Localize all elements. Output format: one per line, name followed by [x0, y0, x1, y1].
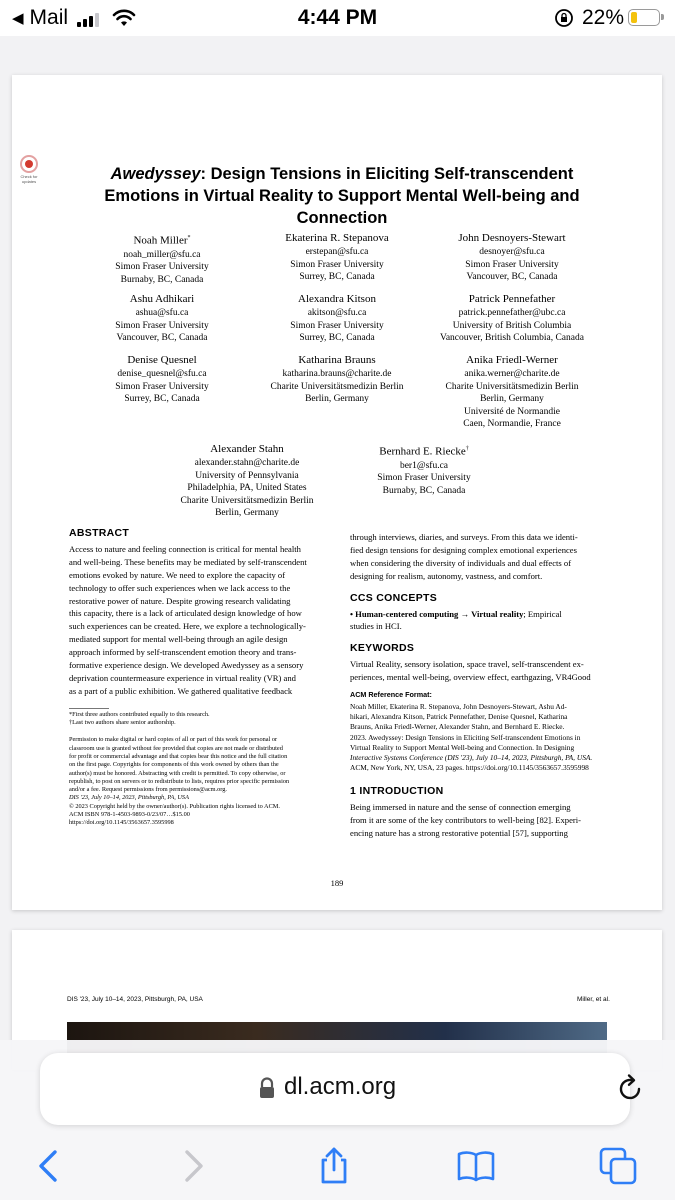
address-bar[interactable] — [40, 1053, 630, 1125]
permission-line: Permission to make digital or hard copies of all or part of this work for personal or — [69, 736, 278, 744]
author-email: anika.werner@charite.de — [464, 369, 560, 379]
running-header-left: DIS '23, July 10–14, 2023, Pittsburgh, PA, USA — [67, 996, 203, 1003]
pdf-page-189 — [12, 75, 662, 910]
author-email: erstepan@sfu.ca — [305, 247, 369, 257]
author-aff: Simon Fraser University — [290, 259, 384, 270]
abstract-continued-line: fied design tensions for designing complex emotional experiences — [350, 544, 577, 555]
author-aff: Charite Universitätsmedizin Berlin — [270, 381, 404, 392]
lock-icon — [258, 1077, 276, 1099]
back-app-label: Mail — [29, 6, 69, 29]
author-email: patrick.pennefather@ubc.ca — [458, 308, 566, 318]
title-line2: Emotions in Virtual Reality to Support Mental Well-being and — [104, 187, 580, 205]
abstract-line: formative experience design. We developed Awedyssey as a sensory — [69, 660, 304, 671]
permission-line: DIS '23, July 10–14, 2023, Pittsburgh, PA, USA — [69, 794, 189, 802]
running-header-right: Miller, et al. — [577, 996, 610, 1003]
check-for-updates-badge[interactable] — [16, 155, 42, 184]
abstract-line: and well-being. These benefits may be mediated by self-transcendent — [69, 556, 307, 567]
author-name: Patrick Pennefather — [468, 293, 556, 305]
author-aff: Surrey, BC, Canada — [299, 333, 375, 343]
reference-line: Virtual Reality to Support Mental Well-being and Connection. In Designing — [350, 742, 575, 752]
ccs-heading: CCS CONCEPTS — [350, 591, 438, 604]
author-block — [412, 230, 612, 284]
author-aff: Simon Fraser University — [377, 473, 471, 484]
abstract-continued-line: when considering the diversity of individuals and dual effects of — [350, 557, 572, 568]
author-block — [324, 441, 524, 497]
abstract-line: restorative power of nature. Despite growing research validating — [69, 595, 291, 606]
author-name: Alexandra Kitson — [298, 293, 376, 305]
intro-line: encing nature has a strong restorative potential [57], supporting — [350, 828, 568, 839]
paper-title — [62, 163, 622, 229]
introduction-heading: 1 INTRODUCTION — [350, 785, 444, 798]
reference-line: 2023. Awedyssey: Design Tensions in Eliciting Self-transcendent Emotions in — [350, 732, 581, 742]
permission-line: republish, to post on servers or to redistribute to lists, requires prior specific permission — [69, 777, 290, 785]
permission-line: and/or a fee. Request permissions from permissions@acm.org. — [69, 786, 228, 794]
abstract-line: deprivation countermeasure experience in virtual reality (VR) and — [69, 672, 296, 683]
permission-line: author(s) must be honored. Abstracting with credit is permitted. To copy otherwise, or — [69, 769, 286, 777]
page-number: 189 — [330, 878, 344, 888]
abstract-line: emotions evoked by nature. We need to explore the capacity of — [69, 569, 286, 580]
author-aff: Caen, Normandie, France — [463, 419, 561, 429]
author-email: alexander.stahn@charite.de — [194, 458, 300, 468]
url-text: dl.acm.org — [284, 1073, 397, 1100]
bookmarks-icon[interactable] — [456, 1146, 496, 1186]
author-block — [237, 352, 437, 406]
abstract-continued-line: designing for realism, autonomy, vastness, and comfort. — [350, 570, 543, 581]
author-name: Noah Miller — [133, 234, 188, 247]
author-name: Anika Friedl-Werner — [466, 354, 558, 366]
author-name: Alexander Stahn — [210, 443, 284, 455]
abstract-line: mediated support for mental well-being through an agile design — [69, 634, 288, 645]
author-aff: Burnaby, BC, Canada — [382, 485, 466, 496]
author-name: Bernhard E. Riecke — [379, 445, 466, 458]
author-email: ber1@sfu.ca — [399, 460, 449, 471]
battery-percentage: 22% — [582, 6, 625, 29]
permission-line: ACM ISBN 978-1-4503-9893-0/23/07…$15.00 — [69, 811, 190, 819]
reference-format — [350, 702, 608, 773]
author-aff: Burnaby, BC, Canada — [120, 274, 204, 285]
author-aff: University of British Columbia — [452, 320, 572, 331]
ccs-concept: • Human-centered computing → Virtual reality — [350, 608, 524, 619]
author-name: Denise Quesnel — [127, 354, 197, 366]
author-block — [62, 291, 262, 345]
tabs-icon[interactable] — [598, 1146, 638, 1186]
title-line3: Connection — [296, 209, 388, 227]
author-aff: Vancouver, BC, Canada — [466, 272, 558, 282]
reload-icon[interactable] — [617, 1073, 645, 1103]
author-email: katharina.brauns@charite.de — [282, 369, 392, 379]
ccs-concept-rest: ; Empirical — [523, 608, 562, 619]
keywords-heading: KEYWORDS — [350, 642, 415, 655]
author-block — [412, 352, 612, 431]
author-aff: Berlin, Germany — [215, 508, 279, 518]
abstract-line: technology to offer such experiences when we lack access to the — [69, 582, 291, 593]
permission-line: for profit or commercial advantage and that copies bear this notice and the full citation — [69, 752, 288, 760]
doi-link[interactable]: https://doi.org/10.1145/3563657.3595998 — [69, 819, 174, 827]
reference-line: Interactive Systems Conference (DIS '23), July 10–14, 2023, Pittsburgh, PA, USA. — [350, 752, 593, 762]
forward-chevron-icon[interactable] — [172, 1146, 212, 1186]
author-email: denise_quesnel@sfu.ca — [117, 369, 207, 379]
intro-line: Being immersed in nature and the sense of connection emerging — [350, 802, 571, 813]
author-aff: Vancouver, British Columbia, Canada — [440, 333, 584, 343]
intro-line: from it are some of the key contributors to well-being [82]. Experi- — [350, 815, 582, 826]
author-aff: Vancouver, BC, Canada — [116, 333, 208, 343]
author-email: desnoyer@sfu.ca — [479, 247, 545, 257]
author-name: John Desnoyers-Stewart — [458, 232, 566, 244]
abstract-continued-line: through interviews, diaries, and surveys. From this data we identi- — [350, 532, 578, 542]
author-block — [62, 352, 262, 406]
author-block — [237, 230, 437, 284]
permission-line: classroom use is granted without fee provided that copies are not made or distributed — [69, 744, 283, 752]
share-icon[interactable] — [314, 1146, 354, 1186]
author-aff: Philadelphia, PA, United States — [187, 483, 307, 493]
back-arrow-icon: ◀ — [12, 10, 24, 27]
abstract-line: such experiences can be created. Here, we explore a technologically- — [69, 621, 306, 632]
status-bar — [0, 0, 675, 36]
author-mark: * — [187, 235, 191, 241]
permission-line: © 2023 Copyright held by the owner/author(s). Publication rights licensed to ACM. — [69, 802, 280, 810]
reference-line: Noah Miller, Ekaterina R. Stepanova, John Desnoyers-Stewart, Ashu Ad- — [350, 701, 567, 711]
author-aff: Simon Fraser University — [465, 259, 559, 270]
reference-line: hikari, Alexandra Kitson, Patrick Pennefather, Denise Quesnel, Katharina — [350, 712, 568, 722]
abstract-line: as a part of a public exhibition. We gathered qualitative feedback — [69, 685, 293, 696]
author-mark: † — [465, 446, 469, 452]
footnote: †Last two authors share senior authorship. — [69, 719, 176, 727]
abstract-line: Access to nature and feeling connection is critical for mental health — [69, 543, 301, 554]
clock: 4:44 PM — [297, 6, 378, 29]
author-email: ashua@sfu.ca — [135, 308, 189, 318]
author-block — [62, 230, 262, 286]
reference-format-heading: ACM Reference Format: — [350, 690, 432, 700]
author-email: akitson@sfu.ca — [307, 308, 367, 318]
keywords-line: periences, mental well-being, overview effect, earthgazing, VR4Good — [350, 672, 591, 683]
author-aff: University of Pennsylvania — [195, 470, 299, 481]
author-aff: Simon Fraser University — [290, 320, 384, 331]
safari-toolbar — [0, 1040, 675, 1200]
author-aff: Simon Fraser University — [115, 262, 209, 273]
footnote: *First three authors contributed equally to this research. — [69, 710, 210, 718]
battery-icon — [628, 9, 660, 26]
author-aff: Charite Universitätsmedizin Berlin — [180, 495, 314, 506]
abstract-line: this capacity, there is a lack of articulated design knowledge of how — [69, 608, 302, 619]
crossmark-icon — [20, 155, 38, 173]
author-name: Ekaterina R. Stepanova — [285, 232, 389, 244]
author-block — [412, 291, 612, 345]
author-aff: Charite Universitätsmedizin Berlin — [445, 381, 579, 392]
ccs-line: studies in HCI. — [350, 621, 402, 632]
author-block — [237, 291, 437, 345]
author-aff: Surrey, BC, Canada — [124, 394, 200, 404]
author-aff: Simon Fraser University — [115, 320, 209, 331]
author-aff: Surrey, BC, Canada — [299, 272, 375, 282]
author-block — [147, 441, 347, 520]
author-name: Katharina Brauns — [298, 354, 376, 366]
author-aff: Université de Normandie — [463, 406, 561, 417]
right-column — [350, 531, 608, 840]
badge-text: Check for updates — [20, 174, 38, 184]
title-italic: Awedyssey — [110, 165, 201, 183]
title-line1: : Design Tensions in Eliciting Self-transcendent — [200, 165, 574, 183]
rotation-lock-icon — [554, 8, 574, 28]
permission-notice — [69, 736, 339, 827]
author-aff: Berlin, Germany — [480, 394, 544, 404]
back-chevron-icon[interactable] — [30, 1146, 70, 1186]
keywords-line: Virtual Reality, sensory isolation, space travel, self-transcendent ex- — [350, 659, 584, 670]
reference-line: Brauns, Anika Friedl-Werner, Alexander Stahn, and Bernhard E. Riecke. — [350, 722, 565, 732]
author-aff: Berlin, Germany — [305, 394, 369, 404]
abstract-heading: ABSTRACT — [69, 527, 130, 539]
author-aff: Simon Fraser University — [115, 381, 209, 392]
author-name: Ashu Adhikari — [129, 293, 195, 305]
left-column — [69, 527, 339, 828]
abstract-line: approach informed by self-transcendent emotion theory and trans- — [69, 647, 297, 658]
reference-line: ACM, New York, NY, USA, 23 pages. https://doi.org/10.1145/3563657.3595998 — [350, 763, 589, 773]
permission-line: on the first page. Copyrights for components of this work owned by others than the — [69, 761, 279, 769]
author-email: noah_miller@sfu.ca — [123, 249, 201, 260]
